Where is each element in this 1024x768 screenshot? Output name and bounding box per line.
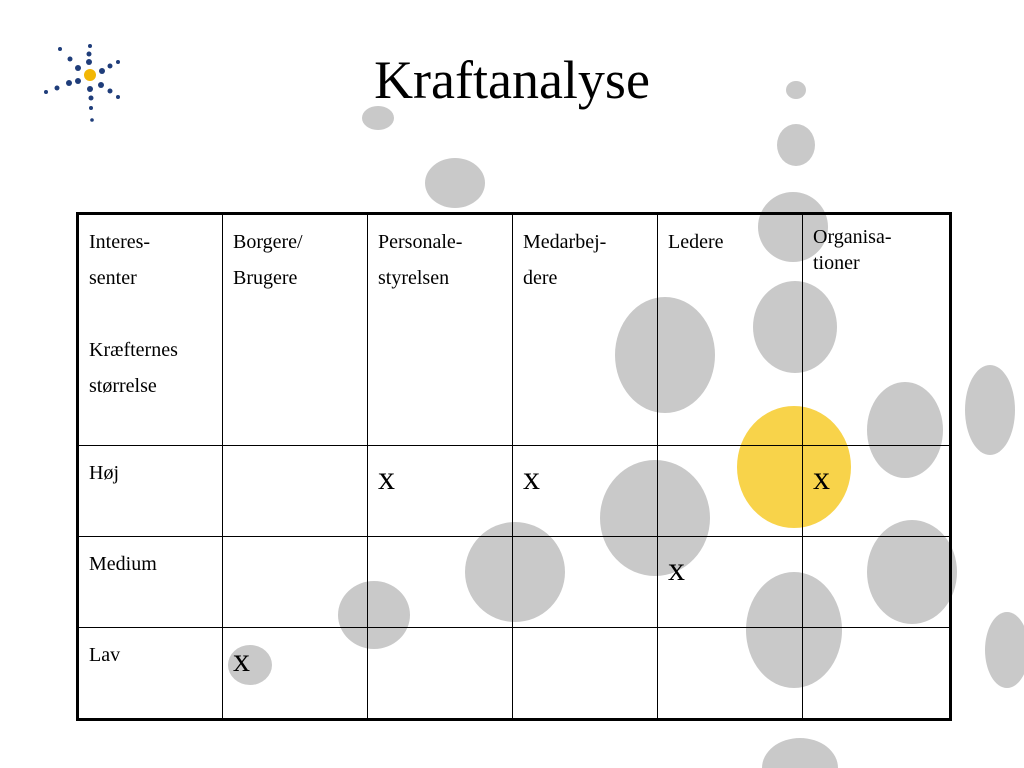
cell-mark	[813, 546, 939, 550]
table-cell	[368, 628, 513, 720]
header-corner-cell	[78, 214, 223, 446]
decor-dot	[965, 365, 1015, 455]
table-cell	[803, 628, 951, 720]
cell-mark: x	[523, 460, 540, 497]
table-row	[78, 537, 951, 628]
cell-mark	[378, 546, 502, 550]
decor-dot	[777, 124, 815, 166]
table-cell	[368, 446, 513, 537]
header-text: senter	[89, 267, 137, 289]
row-label: Høj	[78, 446, 223, 537]
cell-mark: x	[378, 460, 395, 497]
table-cell	[658, 537, 803, 628]
header-text: Ledere	[668, 231, 724, 253]
cell-mark	[523, 546, 647, 550]
column-header-borgere	[223, 214, 368, 446]
table-row	[78, 446, 951, 537]
column-header-ledere	[658, 214, 803, 446]
row-label: Lav	[78, 628, 223, 720]
column-header-medarbejdere	[513, 214, 658, 446]
table-row	[78, 628, 951, 720]
cell-mark: x	[233, 642, 250, 679]
header-text: tioner	[813, 252, 860, 274]
header-text: Medarbej-	[523, 231, 607, 253]
header-text: Kræfternes	[89, 339, 178, 361]
force-analysis-table	[76, 212, 952, 721]
header-text: Personale-	[378, 231, 463, 253]
column-header-organisationer	[803, 214, 951, 446]
cell-mark: x	[813, 460, 830, 497]
header-text: Interes-	[89, 231, 151, 253]
cell-mark: x	[668, 551, 685, 588]
table-cell	[223, 628, 368, 720]
column-header-personalestyrelsen	[368, 214, 513, 446]
header-text: styrelsen	[378, 267, 450, 289]
table-cell	[513, 537, 658, 628]
table-cell	[803, 537, 951, 628]
table-cell	[513, 628, 658, 720]
decor-dot	[425, 158, 485, 208]
table-header-row	[78, 214, 951, 446]
cell-mark	[668, 455, 792, 459]
decor-dot	[762, 738, 838, 768]
header-text: Organisa-	[813, 226, 892, 248]
page-title: Kraftanalyse	[374, 50, 650, 110]
header-text: Brugere	[233, 267, 298, 289]
cell-mark	[233, 546, 357, 550]
table-cell	[368, 537, 513, 628]
table-cell	[223, 446, 368, 537]
table-cell	[658, 628, 803, 720]
table-cell	[223, 537, 368, 628]
row-label: Medium	[78, 537, 223, 628]
cell-mark	[523, 637, 647, 641]
table-cell	[513, 446, 658, 537]
header-text: Borgere/	[233, 231, 303, 253]
table-cell	[803, 446, 951, 537]
decor-dot	[985, 612, 1024, 688]
table-cell	[658, 446, 803, 537]
cell-mark	[378, 637, 502, 641]
cell-mark	[813, 637, 939, 641]
header-text: dere	[523, 267, 558, 289]
cell-mark	[668, 637, 792, 641]
header-text: størrelse	[89, 375, 157, 397]
cell-mark	[233, 455, 357, 459]
